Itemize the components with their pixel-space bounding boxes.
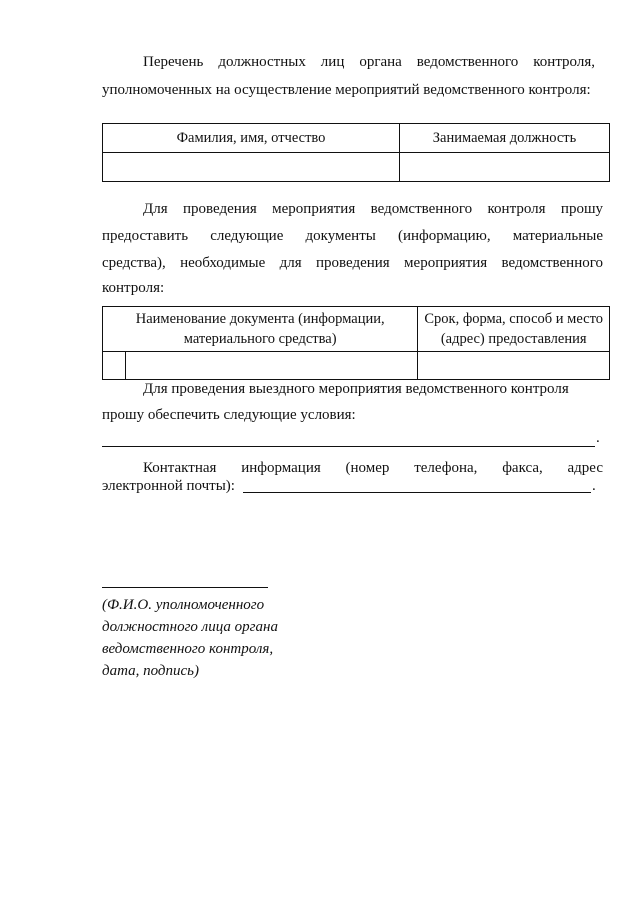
documents-header-terms-line-2: (адрес) предоставления [440,331,587,347]
documents-header-name-line-2: материального средства) [183,331,337,347]
officials-header-name: Фамилия, имя, отчество [103,124,400,153]
signature-caption-line-2: должностного лица органа [102,619,278,635]
officials-header-position: Занимаемая должность [400,124,610,153]
documents-header-name-line-1: Наименование документа (информации, [135,311,385,327]
documents-header-terms [418,307,610,352]
contact-line-1: Контактная информация (номер телефона, факса, адрес [143,460,603,476]
conditions-fill-line [102,446,595,447]
documents-table [102,306,610,380]
documents-cell-index [103,352,126,380]
conditions-line-2: прошу обеспечить следующие условия: [102,407,356,423]
conditions-line-1: Для проведения выездного мероприятия ведомственного контроля [143,381,569,397]
documents-header-terms-line-1: Срок, форма, способ и место [424,311,603,327]
intro-line-1: Перечень должностных лиц органа ведомственного контроля, [143,54,595,70]
signature-caption-line-4: дата, подпись) [102,663,199,679]
signature-line [102,587,268,588]
docs-para-line-1: Для проведения мероприятия ведомственного контроля прошу [143,201,603,217]
signature-caption-line-1: (Ф.И.О. уполномоченного [102,597,265,613]
documents-cell-name [126,352,418,380]
documents-cell-terms [418,352,610,380]
documents-header-name [103,307,418,352]
docs-para-line-2: предоставить следующие документы (информацию, материальные [102,228,603,244]
intro-line-2: уполномоченных на осуществление мероприятий ведомственного контроля: [102,82,591,98]
officials-cell-name [103,153,400,182]
docs-para-line-4: контроля: [102,280,165,296]
officials-table [102,123,610,182]
signature-caption [102,594,278,682]
conditions-end-punct: . [596,430,600,446]
signature-caption-line-3: ведомственного контроля, [102,641,274,657]
docs-para-line-3: средства), необходимые для проведения мероприятия ведомственного [102,255,603,271]
officials-cell-position [400,153,610,182]
contact-end-punct: . [592,478,596,494]
contact-fill-line [243,492,591,493]
contact-line-2: электронной почты): [102,478,235,494]
